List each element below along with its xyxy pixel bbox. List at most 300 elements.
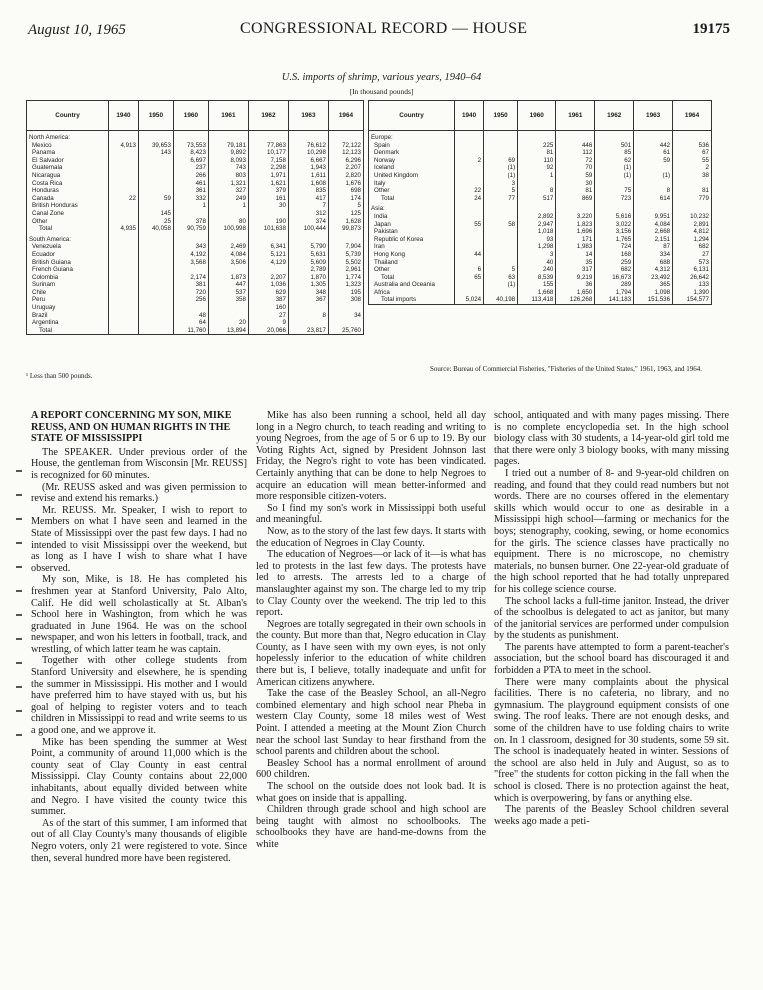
table-cell: 2,207 (248, 274, 288, 282)
row-label: Canada (27, 195, 109, 203)
table-cell: 35 (556, 259, 595, 267)
table-cell: 112 (556, 149, 595, 157)
article-paragraph: Children through grade school and high school are being taught with almost no schoolbooks. The schoolbooks they have are hand-me-downs from the white (256, 804, 486, 850)
table-row (369, 289, 712, 297)
table-cell: 69 (484, 157, 518, 165)
row-label: Total (369, 195, 455, 203)
table-cell: 312 (288, 210, 328, 218)
table-cell: 1,036 (248, 281, 288, 289)
table-cell (484, 228, 518, 236)
row-label: Africa (369, 289, 455, 297)
table-cell (484, 131, 518, 142)
table-cell: 1,018 (518, 228, 556, 236)
table-cell (109, 218, 139, 226)
table-cell: 1,298 (518, 243, 556, 251)
table-cell (484, 149, 518, 157)
table-cell: 63 (484, 274, 518, 282)
table-cell: 87 (634, 243, 673, 251)
table-cell (109, 180, 139, 188)
column-header: 1962 (595, 101, 634, 131)
table-cell (208, 131, 248, 142)
table-row (27, 218, 364, 226)
table-cell: 348 (288, 289, 328, 297)
table-cell: 266 (173, 172, 208, 180)
table-cell (634, 202, 673, 213)
table-cell (138, 172, 173, 180)
table-cell (455, 281, 484, 289)
table-cell: 720 (173, 289, 208, 297)
column-header: 1950 (484, 101, 518, 131)
table-cell: 2,961 (328, 266, 363, 274)
table-cell (138, 296, 173, 304)
row-label: Total (27, 327, 109, 335)
table-cell: 151,536 (634, 296, 673, 304)
table-cell: 6,296 (328, 157, 363, 165)
article-column-1 (31, 410, 247, 864)
table-cell: 8,093 (208, 157, 248, 165)
table-cell (455, 236, 484, 244)
article-paragraph: Mike has also been running a school, held all day long in a Negro church, to teach reading and writing to young Negroes, from the age of 5 or 6 up to 19. By our Voting Rights Act, signed by President Johnson last Friday, the Negro's right to vote has been vindicated. Certainly anything that can be done to help Negroes to acquire an education will mean better-informed and more responsible citizen-voters. (256, 410, 486, 503)
table-cell: 5,121 (248, 251, 288, 259)
column-header: 1964 (673, 101, 712, 131)
table-cell: 3,022 (595, 221, 634, 229)
table-cell: 1,676 (328, 180, 363, 188)
table-cell: (1) (595, 164, 634, 172)
table-cell: 501 (595, 142, 634, 150)
table-cell: 447 (208, 281, 248, 289)
issue-date: August 10, 1965 (28, 22, 126, 38)
row-label: French Guiana (27, 266, 109, 274)
column-header: Country (27, 101, 109, 131)
table-cell: 629 (248, 289, 288, 297)
table-cell: 2,469 (208, 243, 248, 251)
table-cell: 1,794 (595, 289, 634, 297)
table-cell: 1,098 (634, 289, 673, 297)
table-row (369, 213, 712, 221)
table-cell: 446 (556, 142, 595, 150)
row-label: Spain (369, 142, 455, 150)
table-cell (208, 233, 248, 244)
table-cell: 1,696 (556, 228, 595, 236)
table-cell: 27 (673, 251, 712, 259)
table-cell (595, 202, 634, 213)
table-cell (595, 131, 634, 142)
table-cell: 343 (173, 243, 208, 251)
row-label: Other (369, 187, 455, 195)
table-cell: 22 (109, 195, 139, 203)
table-cell: 34 (328, 312, 363, 320)
table-cell (138, 251, 173, 259)
table-cell: 24 (455, 195, 484, 203)
table-row (369, 187, 712, 195)
article-paragraph: My son, Mike, is 18. He has completed his freshmen year at Stanford University, Palo Alto, Calif. He did well scholastically at St. Alban's School here in Washington, from which he was graduated in June 1964. He was on the school newspaper, and won his letters in football, track, and wrestling, of which latter team he was captain. (31, 574, 247, 655)
table-cell: 62 (595, 157, 634, 165)
table-cell: 1,608 (288, 180, 328, 188)
table-cell: 1,983 (556, 243, 595, 251)
table-cell (248, 266, 288, 274)
table-cell (138, 180, 173, 188)
table-cell: 3,156 (595, 228, 634, 236)
article-paragraph: Together with other college students from Stanford University and elsewhere, he is spending the summer in Mississippi. His mother and I would have preferred him to have stayed with us, but his goal of helping to register voters and to teach children in Mississippi to read and write seems to us a good one, and we approve it. (31, 655, 247, 737)
table-cell: 160 (248, 304, 288, 312)
column-header: 1962 (248, 101, 288, 131)
article-paragraph: school, antiquated and with many pages missing. There is no complete encyclopedia set. In the high school biology class with 30 students, a 14-year-old girl told me that there were only 3 biology books, with many missing pages. (494, 410, 729, 468)
article-paragraph: The SPEAKER. Under previous order of the House, the gentleman from Wisconsin [Mr. REUSS] is recognized for 60 minutes. (31, 446, 247, 481)
table-cell: 1,323 (328, 281, 363, 289)
table-cell: 93 (518, 236, 556, 244)
table-cell (328, 319, 363, 327)
table-cell: 2,151 (634, 236, 673, 244)
row-label: Canal Zone (27, 210, 109, 218)
table-cell: (1) (484, 172, 518, 180)
table-cell: 688 (634, 259, 673, 267)
table-cell: 536 (673, 142, 712, 150)
article-paragraph: Negroes are totally segregated in their own schools in the county. But more than that, Negro education in Clay County, as I have seen with my own eyes, is not only hopelessly inferior to the education of white children there but is, I believe, totally inadequate and unfit for American citizens anywhere. (256, 618, 486, 688)
table-cell (484, 236, 518, 244)
table-cell: 743 (208, 164, 248, 172)
table-cell (138, 243, 173, 251)
table-cell: 9,951 (634, 213, 673, 221)
table-cell (109, 202, 139, 210)
table-cell: 3,220 (556, 213, 595, 221)
table-cell: 4,312 (634, 266, 673, 274)
table-cell: 1,390 (673, 289, 712, 297)
table-cell (109, 251, 139, 259)
table-cell: 379 (248, 187, 288, 195)
table-cell (484, 289, 518, 297)
table-title: U.S. imports of shrimp, various years, 1940–64 (281, 72, 482, 83)
table-row (27, 195, 364, 203)
table-cell: 8,539 (518, 274, 556, 282)
table-cell: 7 (288, 202, 328, 210)
table-cell: 141,183 (595, 296, 634, 304)
table-row (27, 164, 364, 172)
table-cell: 72,122 (328, 142, 363, 150)
row-label: Total (369, 274, 455, 282)
table-cell: 4,084 (208, 251, 248, 259)
table-cell (138, 187, 173, 195)
table-cell: 5 (484, 266, 518, 274)
table-row (369, 157, 712, 165)
table-row (27, 131, 364, 142)
table-cell (556, 202, 595, 213)
table-row (27, 172, 364, 180)
page-header (26, 18, 738, 44)
table-cell (138, 312, 173, 320)
table-cell: 5 (484, 187, 518, 195)
article-paragraph: Now, as to the story of the last few days. It starts with the education of Negroes in Clay County. (256, 525, 486, 549)
table-cell (673, 180, 712, 188)
table-cell: 16,673 (595, 274, 634, 282)
row-label: Denmark (369, 149, 455, 157)
table-cell: 77 (484, 195, 518, 203)
row-label: Italy (369, 180, 455, 188)
table-cell: 7,904 (328, 243, 363, 251)
table-cell: 5,024 (455, 296, 484, 304)
table-cell (109, 233, 139, 244)
table-cell: 723 (595, 195, 634, 203)
table-cell: 9 (248, 319, 288, 327)
table-row (369, 221, 712, 229)
table-cell: 39,653 (138, 142, 173, 150)
table-cell: 779 (673, 195, 712, 203)
row-label: Uruguay (27, 304, 109, 312)
table-cell: 10,298 (288, 149, 328, 157)
table-cell (109, 274, 139, 282)
table-cell: 365 (634, 281, 673, 289)
article-paragraph: Mr. REUSS. Mr. Speaker, I wish to report to Members on what I have seen and learned in the State of Mississippi over the past few days. I had no intended to visit Mississippi over the weekend, but as long as I have I wish to share what I have observed. (31, 504, 247, 574)
table-cell: 36 (556, 281, 595, 289)
table-cell: 8,423 (173, 149, 208, 157)
table-cell: 58 (484, 221, 518, 229)
table-cell: 240 (518, 266, 556, 274)
row-label: Iran (369, 243, 455, 251)
table-cell (455, 172, 484, 180)
article-paragraph: There were many complaints about the physical facilities. There is no cafeteria, no library, and no gymnasium. The playground equipment consists of one swing. The roof leaks. There are not enough desks, and some of the children have to use folding chairs to write on. In 1 classroom, designed for 30 students, some 59 sit. The school is inadequately heated in winter. Sessions of the school are also held in July and August, so as to "free" the students for cotton picking in the fall when the school is closed. There is no protection against the heat, which is overpowering, by fans or anything else. (494, 676, 729, 804)
table-row (27, 243, 364, 251)
table-cell: 55 (673, 157, 712, 165)
table-cell (518, 180, 556, 188)
table-cell: 698 (328, 187, 363, 195)
table-cell (455, 202, 484, 213)
table-cell: 26,642 (673, 274, 712, 282)
table-cell: 461 (173, 180, 208, 188)
table-cell (138, 131, 173, 142)
table-cell: 1,305 (288, 281, 328, 289)
table-cell: 3 (518, 251, 556, 259)
row-label: Total (27, 225, 109, 233)
table-cell (673, 202, 712, 213)
table-cell (109, 304, 139, 312)
table-cell: 20 (208, 319, 248, 327)
table-cell: 6,131 (673, 266, 712, 274)
table-cell: 1,621 (248, 180, 288, 188)
article-paragraph: The education of Negroes—or lack of it—is what has led to protests in the last few days. The protests have led to arrests. The arrests led to a charge of manslaughter against my son. The charge led to my trip to Clay County over the weekend. The trip led to this report. (256, 549, 486, 619)
table-cell: 682 (595, 266, 634, 274)
table-cell (673, 131, 712, 142)
table-cell: 361 (173, 187, 208, 195)
table-cell: 4,812 (673, 228, 712, 236)
table-cell: 2,174 (173, 274, 208, 282)
table-cell: (1) (595, 172, 634, 180)
table-row (27, 225, 364, 233)
table-cell: 38 (673, 172, 712, 180)
table-row (27, 187, 364, 195)
table-cell: 155 (518, 281, 556, 289)
table-cell: 81 (518, 149, 556, 157)
table-cell: 1,873 (208, 274, 248, 282)
table-cell (455, 149, 484, 157)
column-header: 1964 (328, 101, 363, 131)
table-cell (455, 131, 484, 142)
table-cell (109, 266, 139, 274)
table-cell: 317 (556, 266, 595, 274)
table-cell: 23,492 (634, 274, 673, 282)
table-cell: 190 (248, 218, 288, 226)
table-cell: 1,628 (328, 218, 363, 226)
column-header: Country (369, 101, 455, 131)
table-cell (208, 304, 248, 312)
table-cell: 55 (455, 221, 484, 229)
table-row (369, 172, 712, 180)
table-cell: 133 (673, 281, 712, 289)
table-cell (109, 243, 139, 251)
table-cell: 869 (556, 195, 595, 203)
table-row (27, 266, 364, 274)
table-cell: 25,760 (328, 327, 363, 335)
article-paragraph: So I find my son's work in Mississippi both useful and meaningful. (256, 502, 486, 526)
table-header-row (369, 101, 712, 131)
table-cell: 2,947 (518, 221, 556, 229)
table-cell: 381 (173, 281, 208, 289)
table-cell: 1,765 (595, 236, 634, 244)
table-cell (138, 319, 173, 327)
table-row (369, 243, 712, 251)
table-cell: 1,774 (328, 274, 363, 282)
table-cell (484, 259, 518, 267)
table-cell: 61 (634, 149, 673, 157)
table-row (369, 228, 712, 236)
table-cell (595, 180, 634, 188)
table-cell: 835 (288, 187, 328, 195)
row-label: Panama (27, 149, 109, 157)
table-cell: 44 (455, 251, 484, 259)
shrimp-imports-table-right (368, 100, 712, 305)
table-footnote: ¹ Less than 500 pounds. (26, 372, 93, 380)
table-cell (173, 304, 208, 312)
row-label: Europe: (369, 131, 455, 142)
row-label: Other (369, 266, 455, 274)
table-row (369, 149, 712, 157)
table-cell (455, 213, 484, 221)
row-label: Costa Rica (27, 180, 109, 188)
table-row (27, 296, 364, 304)
table-cell: 334 (634, 251, 673, 259)
table-row (27, 180, 364, 188)
table-cell: 171 (556, 236, 595, 244)
table-cell (634, 180, 673, 188)
margin-marks (16, 470, 26, 770)
table-row (27, 157, 364, 165)
table-cell: 92 (518, 164, 556, 172)
table-cell (109, 210, 139, 218)
table-cell: 2,668 (634, 228, 673, 236)
table-cell (109, 319, 139, 327)
article-paragraph: Take the case of the Beasley School, an all-Negro combined elementary and high school near Pheba in western Clay County, some 18 miles west of West Point. I attended a meeting at the Mount Zion Church near the school last Sunday to hear firsthand from the school parents and children about the school. (256, 688, 486, 758)
row-label: British Honduras (27, 202, 109, 210)
table-cell: 101,638 (248, 225, 288, 233)
table-header-row (27, 101, 364, 131)
table-cell: 374 (288, 218, 328, 226)
table-cell: 5,790 (288, 243, 328, 251)
table-cell (109, 131, 139, 142)
table-cell: 259 (595, 259, 634, 267)
table-cell (484, 251, 518, 259)
table-row (27, 312, 364, 320)
table-cell: 6,667 (288, 157, 328, 165)
table-cell: 327 (208, 187, 248, 195)
article-paragraph: Beasley School has a normal enrollment of around 600 children. (256, 757, 486, 781)
table-cell (138, 281, 173, 289)
publication-title: CONGRESSIONAL RECORD — HOUSE (240, 20, 528, 37)
table-cell: 59 (138, 195, 173, 203)
row-label: Other (27, 218, 109, 226)
table-cell: 417 (288, 195, 328, 203)
table-cell (173, 266, 208, 274)
table-cell: 3 (484, 180, 518, 188)
table-cell (455, 142, 484, 150)
table-cell: 249 (208, 195, 248, 203)
table-cell (248, 210, 288, 218)
table-cell (288, 304, 328, 312)
table-cell: 1 (173, 202, 208, 210)
table-cell: 143 (138, 149, 173, 157)
table-cell: 67 (673, 149, 712, 157)
table-row (27, 259, 364, 267)
table-cell: 64 (173, 319, 208, 327)
row-label: Mexico (27, 142, 109, 150)
table-cell (138, 274, 173, 282)
column-header: 1963 (288, 101, 328, 131)
table-cell (208, 312, 248, 320)
table-cell: 125 (328, 210, 363, 218)
table-cell (138, 259, 173, 267)
table-cell: 79,181 (208, 142, 248, 150)
table-cell: 803 (208, 172, 248, 180)
table-cell: 195 (328, 289, 363, 297)
table-cell: 1 (518, 172, 556, 180)
table-cell (518, 131, 556, 142)
row-label: Argentina (27, 319, 109, 327)
table-cell (109, 289, 139, 297)
article-paragraph: The parents of the Beasley School children several weeks ago made a peti- (494, 804, 729, 827)
table-row (27, 289, 364, 297)
table-row (27, 202, 364, 210)
row-label: India (369, 213, 455, 221)
table-cell: 73,553 (173, 142, 208, 150)
row-label: Ecuador (27, 251, 109, 259)
table-cell: 174 (328, 195, 363, 203)
table-cell: 2,207 (328, 164, 363, 172)
row-label: Thailand (369, 259, 455, 267)
row-label: El Salvador (27, 157, 109, 165)
table-cell (138, 233, 173, 244)
row-label: Pakistan (369, 228, 455, 236)
table-cell: 4,913 (109, 142, 139, 150)
row-label: Nicaragua (27, 172, 109, 180)
page-number: 19175 (692, 21, 730, 37)
table-cell: 8 (634, 187, 673, 195)
article-paragraph: As of the start of this summer, I am informed that out of all Clay County's many thousands of eligible Negro voters, only 21 were registered to vote. Since then, several hundred more have been registered. (31, 817, 247, 864)
article-paragraph: The parents have attempted to form a parent-teacher's association, but the school board has discouraged it and forbidden a PTA to meet in the school. (494, 641, 729, 677)
article-column-3 (494, 410, 729, 827)
column-header: 1960 (173, 101, 208, 131)
table-row (27, 327, 364, 335)
article-headline: A REPORT CONCERNING MY SON, MIKE REUSS, AND ON HUMAN RIGHTS IN THE STATE OF MISSISSIPPI (31, 410, 232, 445)
table-cell: 7,158 (248, 157, 288, 165)
table-cell: 14 (556, 251, 595, 259)
table-cell (173, 131, 208, 142)
table-cell: 517 (518, 195, 556, 203)
table-cell (518, 202, 556, 213)
table-cell: 40,058 (138, 225, 173, 233)
table-cell: 76,612 (288, 142, 328, 150)
table-cell (138, 289, 173, 297)
table-cell: 6,341 (248, 243, 288, 251)
table-cell: 682 (673, 243, 712, 251)
table-cell: 70 (556, 164, 595, 172)
row-label: South America: (27, 233, 109, 244)
